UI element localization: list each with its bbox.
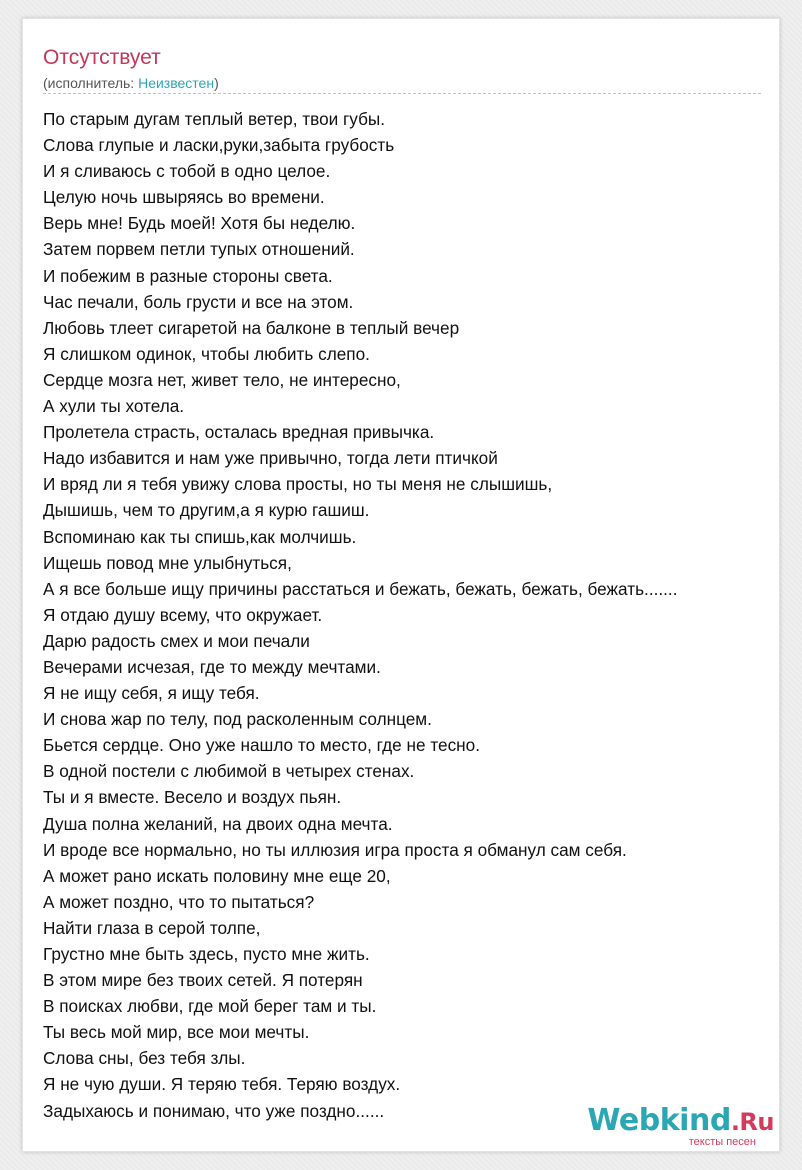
title-divider	[43, 93, 761, 94]
artist-suffix: )	[214, 75, 219, 91]
lyric-line: И я сливаюсь с тобой в одно целое.	[43, 161, 331, 182]
lyric-line: Дарю радость смех и мои печали	[43, 630, 310, 651]
lyric-line: Любовь тлеет сигаретой на балконе в теплый вечер	[43, 317, 460, 338]
lyric-line: В поисках любви, где мой берег там и ты.	[43, 996, 377, 1017]
artist-line	[43, 74, 219, 92]
lyric-line: По старым дугам теплый ветер, твои губы.	[43, 109, 386, 129]
lyric-line: Грустно мне быть здесь, пусто мне жить.	[43, 944, 370, 964]
artist-link[interactable]: Неизвестен	[138, 75, 215, 91]
lyrics-text	[43, 106, 783, 1124]
lyric-line: Я отдаю душу всему, что окружает.	[43, 604, 323, 625]
lyric-line: Слова глупые и ласки,руки,забыта грубость	[43, 135, 395, 156]
logo-tld: .Ru	[730, 1108, 774, 1136]
lyric-line: Надо избавится и нам уже привычно, тогда лети птичкой	[43, 448, 498, 469]
lyric-line: И побежим в разные стороны света.	[43, 265, 333, 286]
lyric-line: В этом мире без твоих сетей. Я потерян	[43, 970, 363, 991]
lyric-line: Ищешь повод мне улыбнуться,	[43, 552, 292, 573]
lyric-line: Душа полна желаний, на двоих одна мечта.	[43, 813, 393, 834]
lyric-line: Ты весь мой мир, все мои мечты.	[43, 1022, 310, 1043]
lyric-line: Найти глаза в серой толпе,	[43, 917, 261, 938]
lyric-line: А хули ты хотела.	[43, 396, 185, 417]
lyric-line: Вечерами исчезая, где то между мечтами.	[43, 656, 381, 677]
lyric-line: Час печали, боль грусти и все на этом.	[43, 291, 354, 312]
artist-prefix: (исполнитель:	[43, 75, 139, 91]
lyric-line: Задыхаюсь и понимаю, что уже поздно......	[43, 1100, 385, 1121]
lyrics-card	[22, 18, 780, 1152]
lyric-line: Дышишь, чем то другим,а я курю гашиш.	[43, 500, 370, 521]
site-logo[interactable]	[574, 1104, 774, 1150]
lyric-line: Я слишком одинок, чтобы любить слепо.	[43, 343, 370, 364]
logo-tagline: тексты песен	[688, 1136, 756, 1148]
lyric-line: А может поздно, что то пытаться?	[43, 891, 315, 912]
logo-name: Webkind	[587, 1103, 731, 1138]
lyric-line: Пролетела страсть, осталась вредная привычка.	[43, 422, 435, 443]
lyric-line: И снова жар по телу, под расколенным солнцем.	[43, 709, 432, 730]
lyric-line: Затем порвем петли тупых отношений.	[43, 239, 355, 260]
lyric-line: Целую ночь швыряясь во времени.	[43, 187, 325, 208]
lyric-line: И вряд ли я тебя увижу слова просты, но ты меня не слышишь,	[43, 474, 553, 495]
lyric-line: Сердце мозга нет, живет тело, не интересно,	[43, 369, 401, 390]
lyric-line: Я не чую души. Я теряю тебя. Теряю воздух.	[43, 1074, 401, 1095]
lyric-line: Вспоминаю как ты спишь,как молчишь.	[43, 526, 357, 547]
lyric-line: И вроде все нормально, но ты иллюзия игра проста я обманул сам себя.	[43, 839, 627, 860]
lyric-line: А может рано искать половину мне еще 20,	[43, 865, 391, 886]
lyric-line: Бьется сердце. Оно уже нашло то место, где не тесно.	[43, 735, 481, 756]
song-title: Отсутствует	[43, 46, 161, 69]
lyric-line: Я не ищу себя, я ищу тебя.	[43, 683, 260, 704]
lyric-line: В одной постели с любимой в четырех стенах.	[43, 761, 415, 782]
lyric-line: А я все больше ищу причины расстаться и бежать, бежать, бежать, бежать.......	[43, 578, 678, 599]
lyric-line: Верь мне! Будь моей! Хотя бы неделю.	[43, 213, 356, 234]
lyric-line: Ты и я вместе. Весело и воздух пьян.	[43, 787, 342, 808]
lyric-line: Слова сны, без тебя злы.	[43, 1048, 246, 1069]
logo-wordmark	[587, 1104, 774, 1139]
